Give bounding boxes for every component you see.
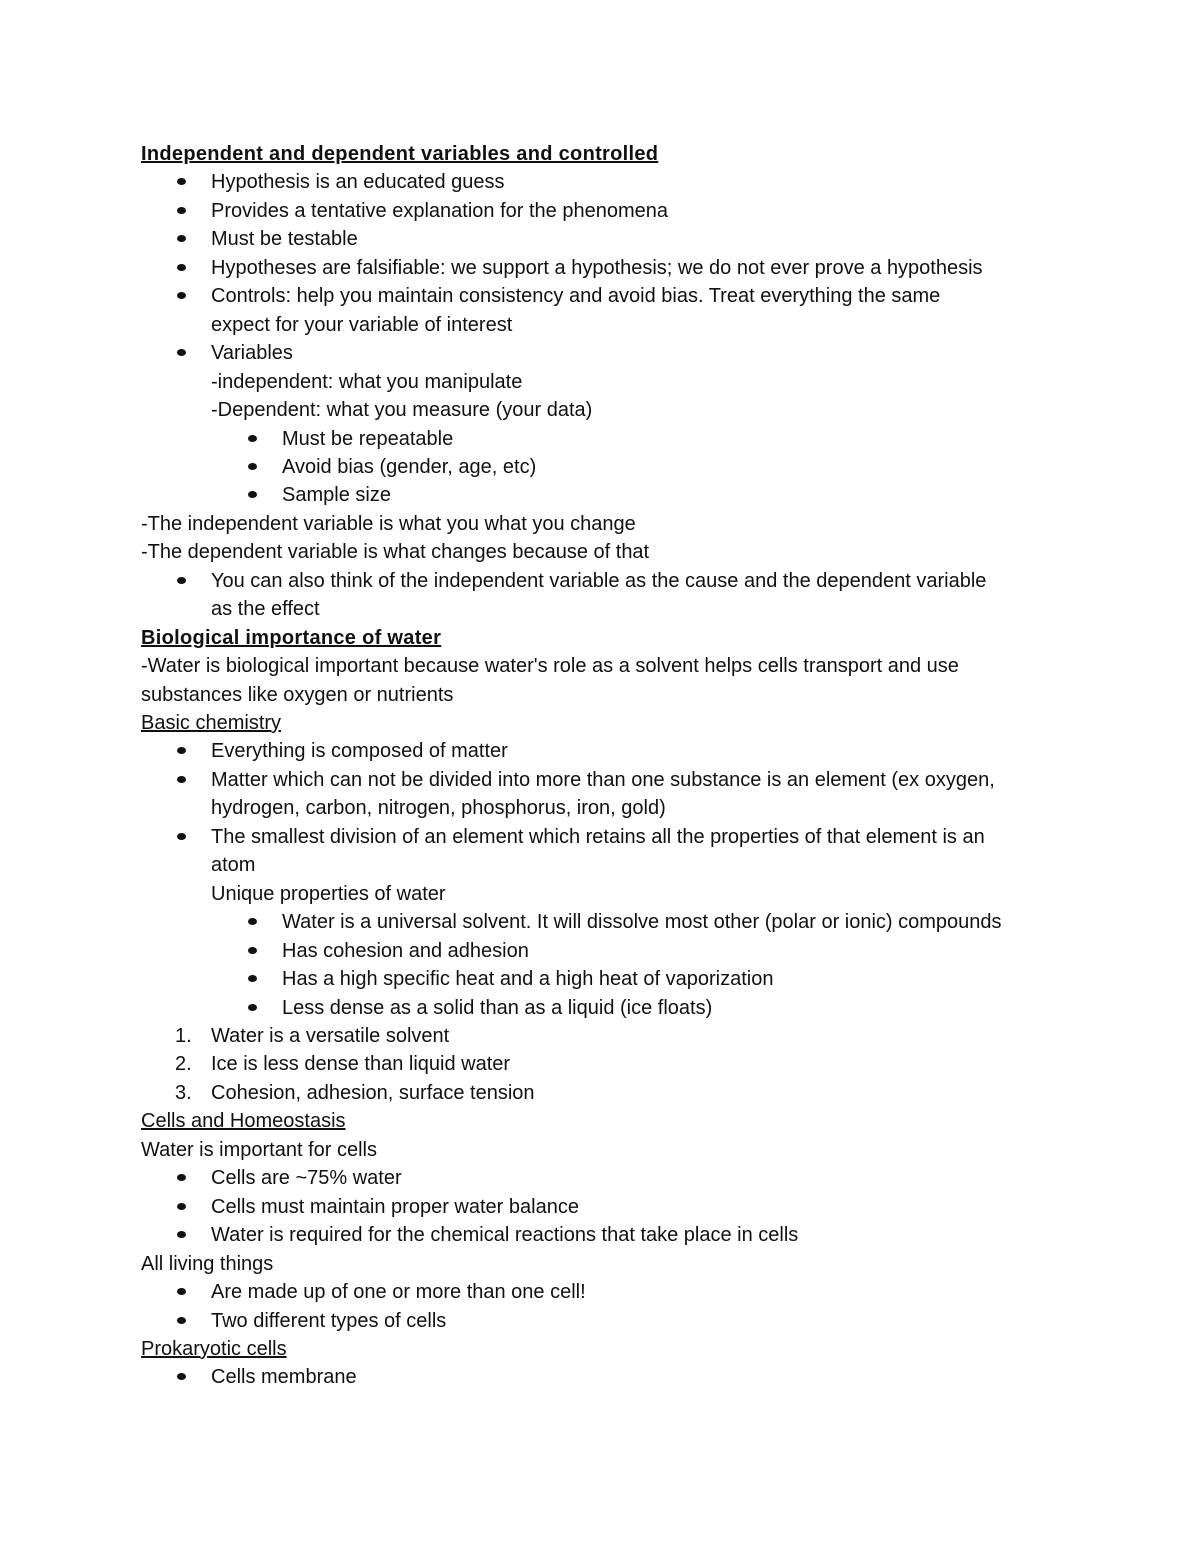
bullet-item — [141, 567, 1140, 595]
sub-bullet-item — [141, 425, 1140, 453]
line-text: substances like oxygen or nutrients — [141, 683, 454, 706]
line-text: hydrogen, carbon, nitrogen, phosphorus, iron, gold) — [211, 797, 666, 820]
bullet-item — [141, 737, 1140, 765]
paragraph-text — [141, 1136, 1140, 1164]
paragraph-text — [141, 652, 1140, 680]
numbered-item — [141, 1022, 1140, 1050]
bullet-item — [141, 1363, 1140, 1391]
line-text: Prokaryotic cells — [141, 1337, 287, 1360]
paragraph-text — [141, 510, 1140, 538]
line-text: Cells are ~75% water — [211, 1167, 402, 1190]
line-text: Must be testable — [211, 228, 358, 251]
line-text: Cells must maintain proper water balance — [211, 1195, 579, 1218]
line-text: Water is required for the chemical reactions that take place in cells — [211, 1224, 799, 1247]
line-text: Controls: help you maintain consistency and avoid bias. Treat everything the same — [211, 285, 941, 308]
line-text: The smallest division of an element which retains all the properties of that element is an — [211, 825, 985, 848]
line-text: Water is a versatile solvent — [211, 1024, 450, 1047]
bullet-item — [141, 1193, 1140, 1221]
list-number: 3. — [175, 1081, 192, 1104]
line-text: -Dependent: what you measure (your data) — [211, 399, 593, 422]
bullet-item — [141, 197, 1140, 225]
line-text: atom — [211, 854, 256, 877]
numbered-item — [141, 1079, 1140, 1107]
line-text: Water is a universal solvent. It will dissolve most other (polar or ionic) compounds — [282, 911, 1002, 934]
line-text: Has a high specific heat and a high heat of vaporization — [282, 968, 774, 990]
bullet-item — [141, 766, 1140, 794]
sub-bullet-item — [141, 965, 1140, 993]
line-text: -The dependent variable is what changes because of that — [141, 541, 650, 564]
sub-bullet-item — [141, 994, 1140, 1022]
line-text: Water is important for cells — [141, 1138, 377, 1161]
numbered-item — [141, 1050, 1140, 1078]
line-text: Hypothesis is an educated guess — [211, 171, 505, 194]
subsection-heading — [141, 1107, 1140, 1135]
bullet-item — [141, 823, 1140, 851]
line-text: -The independent variable is what you what you change — [141, 512, 636, 535]
line-text: You can also think of the independent variable as the cause and the dependent variable — [211, 569, 987, 592]
continuation-text — [141, 851, 1140, 879]
subsection-heading — [141, 709, 1140, 737]
line-text: Provides a tentative explanation for the phenomena — [211, 199, 668, 222]
section-heading — [141, 624, 1140, 652]
line-text: Ice is less dense than liquid water — [211, 1053, 511, 1076]
line-text: -Water is biological important because water's role as a solvent helps cells transport and use — [141, 655, 959, 678]
bullet-item — [141, 1221, 1140, 1249]
line-text: Are made up of one or more than one cell! — [211, 1281, 586, 1303]
sub-bullet-item — [141, 908, 1140, 936]
line-text: -independent: what you manipulate — [211, 370, 523, 393]
bullet-item — [141, 1164, 1140, 1192]
line-text: Unique properties of water — [211, 882, 446, 905]
line-text: Two different types of cells — [211, 1309, 447, 1332]
line-text: Everything is composed of matter — [211, 740, 508, 763]
bullet-item — [141, 1307, 1140, 1335]
bullet-item — [141, 339, 1140, 367]
line-text: All living things — [141, 1252, 274, 1275]
subsection-heading — [141, 1335, 1140, 1363]
paragraph-text — [141, 1250, 1140, 1278]
line-text: expect for your variable of interest — [211, 313, 513, 336]
list-number: 1. — [175, 1024, 192, 1047]
continuation-text — [141, 396, 1140, 424]
line-text: Has cohesion and adhesion — [282, 939, 529, 962]
section-heading — [141, 140, 1140, 168]
continuation-text — [141, 595, 1140, 623]
line-text: Must be repeatable — [282, 427, 454, 450]
line-text: Hypotheses are falsifiable: we support a hypothesis; we do not ever prove a hypothesis — [211, 256, 983, 279]
continuation-text — [141, 311, 1140, 339]
bullet-item — [141, 282, 1140, 310]
line-text: as the effect — [211, 598, 320, 621]
bullet-item — [141, 1278, 1140, 1306]
paragraph-text — [141, 538, 1140, 566]
paragraph-text — [141, 681, 1140, 709]
line-text: Basic chemistry — [141, 712, 282, 734]
list-number: 2. — [175, 1053, 192, 1076]
bullet-item — [141, 225, 1140, 253]
line-text: Matter which can not be divided into more than one substance is an element (ex oxygen, — [211, 768, 995, 791]
continuation-text — [141, 794, 1140, 822]
line-text: Biological importance of water — [141, 626, 442, 649]
line-text: Cells and Homeostasis — [141, 1110, 346, 1133]
line-text: Avoid bias (gender, age, etc) — [282, 455, 537, 478]
bullet-item — [141, 254, 1140, 282]
continuation-text — [141, 880, 1140, 908]
sub-bullet-item — [141, 481, 1140, 509]
line-text: Cells membrane — [211, 1366, 357, 1389]
line-text: Sample size — [282, 484, 391, 507]
continuation-text — [141, 368, 1140, 396]
line-text: Variables — [211, 342, 293, 365]
bullet-item — [141, 168, 1140, 196]
line-text: Independent and dependent variables and controlled — [141, 143, 659, 165]
line-text: Less dense as a solid than as a liquid (ice floats) — [282, 996, 713, 1019]
sub-bullet-item — [141, 937, 1140, 965]
sub-bullet-item — [141, 453, 1140, 481]
line-text: Cohesion, adhesion, surface tension — [211, 1081, 535, 1104]
